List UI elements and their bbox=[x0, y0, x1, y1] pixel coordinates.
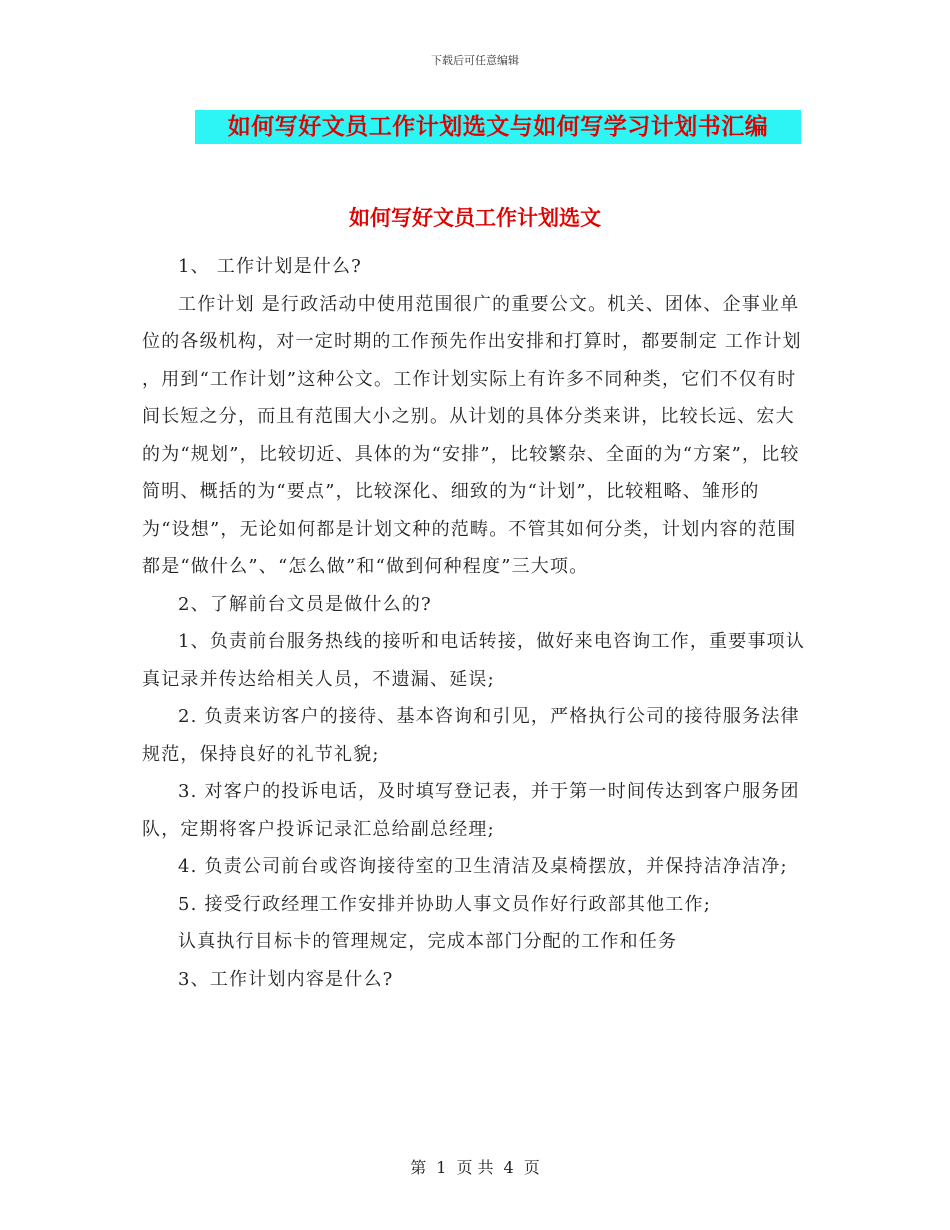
header-note: 下载后可任意编辑 bbox=[431, 54, 519, 67]
paragraph-question-2: 2、了解前台文员是做什么的? bbox=[178, 593, 432, 615]
paragraph-definition: 工作计划 是行政活动中使用范围很广的重要公文。机关、团体、企事业单位的各级机构，对一定时期的工作预先作出安排和打算时，都要制定 工作计划 ，用到“工作计划”这种公文。工作计划实际上有许多不同种类，它们不仅有时间长短之分，而且有范围大小之别。从计划的具体分类来讲，比较长远、宏大的为“规划”，比较切近、具体的为“安排”，比较繁杂、全面的为“方案”，比较简明、概括的为“要点”，比较深化、细致的为“计划”，比较粗略、雏形的为“设想”，无论如何都是计划文种的范畴。不管其如何分类，计划内容的范围都是“做什么”、“怎么做”和“做到何种程度”三大项。 bbox=[142, 293, 802, 577]
paragraph-duty-4: 4. 负责公司前台或咨询接待室的卫生清洁及桌椅摆放，并保持洁净洁净; bbox=[178, 856, 788, 877]
paragraph-duty-2: 2. 负责来访客户的接待、基本咨询和引见，严格执行公司的接待服务法律规范，保持良好的礼节礼貌; bbox=[142, 706, 800, 765]
paragraph-duty-5-cont: 认真执行目标卡的管理规定，完成本部门分配的工作和任务 bbox=[178, 931, 678, 952]
paragraph-duty-3: 3. 对客户的投诉电话，及时填写登记表，并于第一时间传达到客户服务团队，定期将客户投诉记录汇总给副总经理; bbox=[142, 781, 800, 840]
paragraph-question-1: 1、 工作计划是什么? bbox=[178, 256, 363, 277]
page-label-mid: 页 共 bbox=[456, 1158, 494, 1177]
total-pages-number: 4 bbox=[503, 1158, 514, 1177]
section-title: 如何写好文员工作计划选文 bbox=[349, 205, 601, 230]
current-page-number: 1 bbox=[436, 1158, 447, 1177]
page-footer bbox=[0, 1155, 950, 1178]
paragraph-duty-5: 5. 接受行政经理工作安排并协助人事文员作好行政部其他工作; bbox=[178, 893, 711, 915]
document-main-title: 如何写好文员工作计划选文与如何写学习计划书汇编 bbox=[195, 110, 801, 144]
page-label-suffix: 页 bbox=[523, 1158, 540, 1177]
paragraph-duty-1: 1、负责前台服务热线的接听和电话转接，做好来电咨询工作，重要事项认真记录并传达给相关人员，不遗漏、延误; bbox=[142, 631, 806, 690]
paragraph-question-3: 3、工作计划内容是什么? bbox=[178, 968, 394, 990]
page-label-prefix: 第 bbox=[410, 1158, 427, 1177]
document-body bbox=[142, 248, 808, 998]
